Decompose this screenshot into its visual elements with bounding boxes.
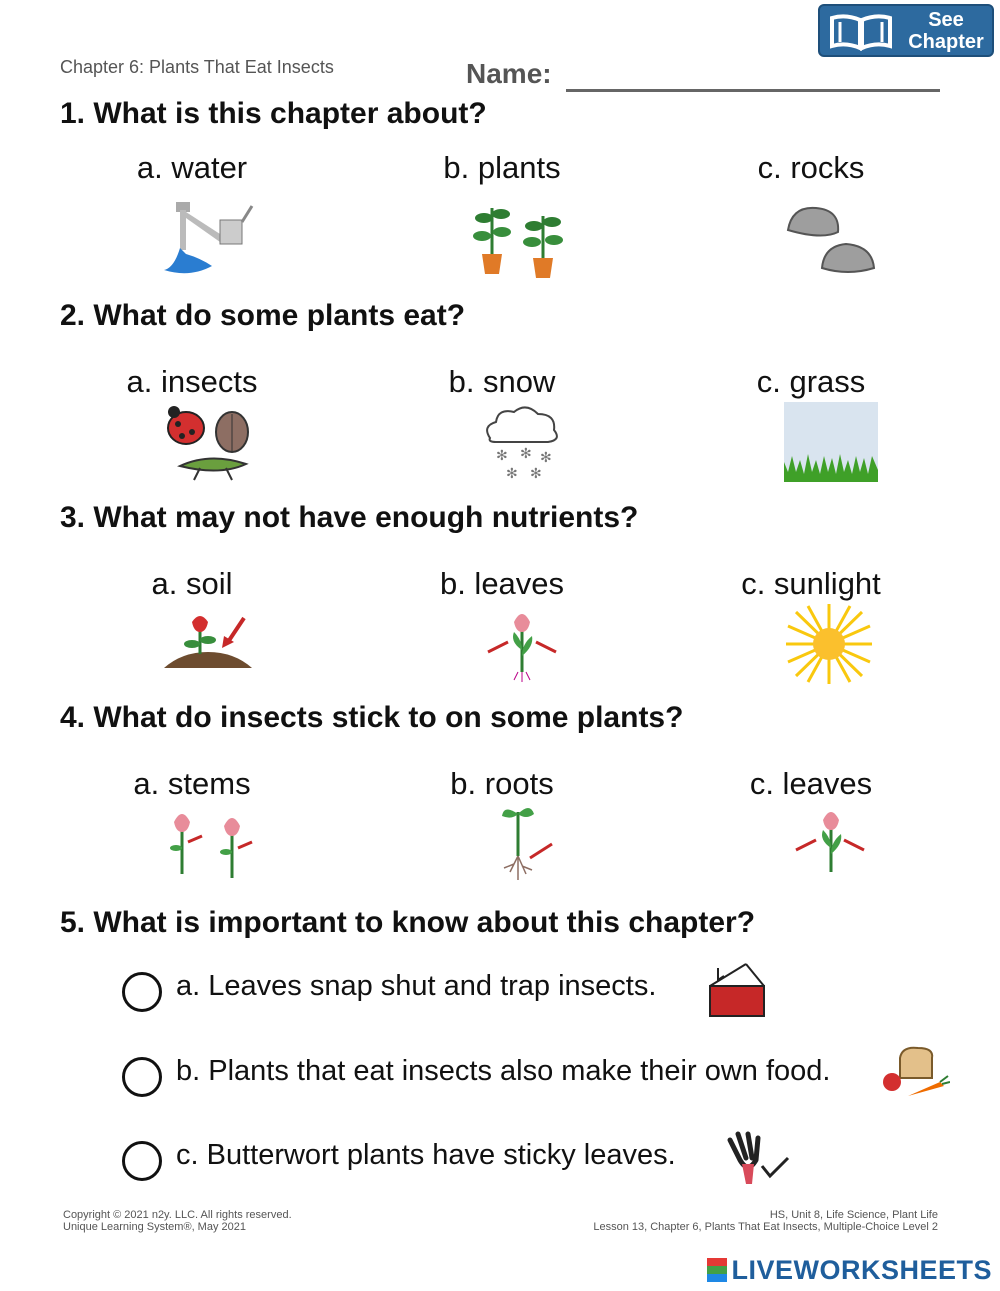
q5-choice-a-label: a. Leaves snap shut and trap insects.	[176, 970, 657, 1002]
leaves-plant-icon	[484, 606, 560, 682]
svg-text:✻: ✻	[540, 449, 552, 465]
q1-option-b[interactable]: b. plants	[443, 150, 561, 185]
question-1: 1. What is this chapter about?	[60, 97, 487, 130]
question-3: 3. What may not have enough nutrients?	[60, 501, 639, 534]
q2-option-b[interactable]: b. snow	[448, 364, 556, 399]
see-chapter-button[interactable]	[818, 4, 994, 57]
footer-right-line1: HS, Unit 8, Life Science, Plant Life	[769, 1209, 938, 1221]
see-chapter-line1: See	[928, 9, 964, 31]
q5-choice-c-label: c. Butterwort plants have sticky leaves.	[176, 1139, 676, 1171]
footer-left-line1: Copyright © 2021 n2y. LLC. All rights reserved.	[63, 1209, 292, 1221]
svg-text:✻: ✻	[530, 465, 542, 481]
q3-option-c[interactable]: c. sunlight	[741, 566, 881, 601]
snow-cloud-icon	[480, 402, 564, 482]
q3-option-a[interactable]: a. soil	[151, 566, 233, 601]
sticky-hand-icon	[722, 1130, 792, 1186]
question-2: 2. What do some plants eat?	[60, 299, 466, 332]
liveworksheets-text: LIVEWORKSHEETS	[731, 1255, 992, 1285]
q2-option-a[interactable]: a. insects	[126, 364, 258, 399]
q3-option-b[interactable]: b. leaves	[439, 566, 565, 601]
food-icon	[880, 1044, 950, 1102]
q5-radio-b[interactable]	[122, 1057, 162, 1097]
potted-plants-icon	[470, 198, 570, 280]
name-input-line[interactable]	[566, 89, 940, 92]
footer-right-line2: Lesson 13, Chapter 6, Plants That Eat Insects, Multiple-Choice Level 2	[593, 1221, 938, 1233]
name-label: Name:	[466, 58, 552, 89]
svg-text:✻: ✻	[506, 465, 518, 481]
rocks-icon	[782, 202, 882, 278]
stems-icon	[160, 806, 256, 886]
liveworksheets-brand[interactable]	[707, 1255, 992, 1286]
liveworksheets-logo-icon	[707, 1258, 727, 1282]
sunlight-icon	[786, 604, 872, 684]
footer-left-line2: Unique Learning System®, May 2021	[63, 1221, 246, 1233]
question-4: 4. What do insects stick to on some plants?	[60, 701, 684, 734]
q1-option-c[interactable]: c. rocks	[757, 150, 865, 185]
footer-lesson	[593, 1209, 938, 1233]
roots-icon	[490, 802, 560, 886]
q2-option-c[interactable]: c. grass	[756, 364, 866, 399]
svg-text:✻: ✻	[496, 447, 508, 463]
leaves-stick-icon	[794, 802, 868, 882]
soil-plant-icon	[162, 612, 254, 672]
q4-option-a[interactable]: a. stems	[133, 766, 251, 801]
snap-trap-icon	[706, 958, 770, 1020]
q5-radio-c[interactable]	[122, 1141, 162, 1181]
q4-option-b[interactable]: b. roots	[450, 766, 554, 801]
svg-text:✻: ✻	[520, 445, 532, 461]
watering-faucet-icon	[160, 198, 260, 278]
q5-choice-b-label: b. Plants that eat insects also make their own food.	[176, 1055, 831, 1087]
grass-icon	[784, 402, 878, 482]
footer-copyright	[63, 1209, 292, 1233]
question-5: 5. What is important to know about this chapter?	[60, 906, 756, 939]
q1-option-a[interactable]: a. water	[136, 150, 248, 185]
insects-icon	[160, 402, 270, 484]
chapter-title: Chapter 6: Plants That Eat Insects	[60, 57, 334, 77]
q4-option-c[interactable]: c. leaves	[749, 766, 873, 801]
book-icon	[828, 12, 894, 52]
see-chapter-line2: Chapter	[908, 31, 984, 53]
q5-radio-a[interactable]	[122, 972, 162, 1012]
